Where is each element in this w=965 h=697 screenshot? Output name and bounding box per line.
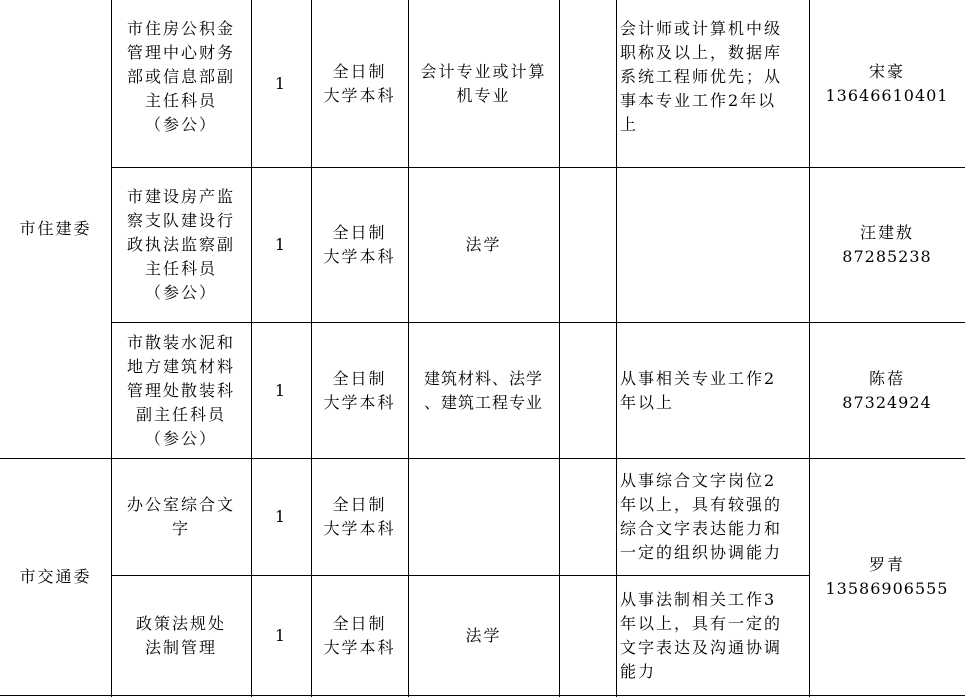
contact-cell bbox=[809, 323, 965, 458]
contact-phone: 13646610401 bbox=[825, 85, 949, 105]
contact-phone: 87324924 bbox=[842, 392, 932, 412]
requirement-line: 上 bbox=[620, 115, 639, 134]
contact-phone: 13586906555 bbox=[825, 579, 949, 598]
requirement-line: 一定的组织协调能力 bbox=[620, 543, 783, 562]
position-line: （参公） bbox=[144, 115, 217, 134]
position-line: 地方建筑材料 bbox=[126, 356, 235, 376]
major-line: 会计专业或计算 bbox=[420, 61, 547, 81]
major-line: 建筑材料、法学 bbox=[423, 368, 543, 388]
position-line: 副主任科员 bbox=[135, 404, 226, 424]
education-line: 大学本科 bbox=[323, 392, 396, 412]
requirement-line: 系统工程师优先；从 bbox=[620, 67, 783, 86]
requirement-cell bbox=[620, 576, 809, 695]
count-value: 1 bbox=[274, 507, 288, 526]
contact-cell bbox=[809, 168, 965, 322]
count-cell bbox=[251, 0, 311, 167]
position-line: 主任科员 bbox=[144, 259, 217, 278]
position-line: 市散装水泥和 bbox=[126, 332, 235, 352]
count-value: 1 bbox=[274, 380, 288, 400]
education-line: 全日制 bbox=[332, 495, 387, 514]
position-cell bbox=[111, 12, 251, 142]
position-line: （参公） bbox=[144, 283, 217, 302]
count-cell bbox=[251, 459, 311, 575]
requirement-line: 年以上，具有一定的 bbox=[620, 613, 783, 633]
count-cell bbox=[251, 576, 311, 695]
position-line: 管理中心财务 bbox=[126, 43, 235, 62]
requirement-line: 从事法制相关工作3 bbox=[620, 589, 777, 609]
grid-line bbox=[559, 0, 560, 697]
education-cell bbox=[311, 168, 408, 322]
position-line: 法制管理 bbox=[144, 637, 217, 657]
education-line: 全日制 bbox=[332, 223, 387, 242]
education-line: 大学本科 bbox=[323, 247, 396, 266]
contact-phone: 87285238 bbox=[842, 247, 932, 266]
position-cell bbox=[111, 459, 251, 575]
requirement-cell bbox=[620, 323, 809, 458]
contact-name: 宋豪 bbox=[868, 61, 905, 81]
education-line: 全日制 bbox=[332, 61, 387, 81]
education-line: 大学本科 bbox=[323, 519, 396, 538]
department-name: 市交通委 bbox=[19, 566, 92, 586]
requirement-cell bbox=[620, 459, 809, 575]
requirement-line: 文字表达及沟通协调 bbox=[620, 637, 783, 657]
position-line: 市建设房产监 bbox=[126, 187, 235, 206]
major-line: 、建筑工程专业 bbox=[423, 392, 543, 412]
position-line: 政策法规处 bbox=[135, 613, 226, 633]
education-line: 全日制 bbox=[332, 368, 387, 388]
major-cell bbox=[408, 323, 559, 458]
grid-line bbox=[616, 0, 617, 697]
requirement-line: 职称及以上，数据库 bbox=[620, 43, 783, 62]
contact-name: 汪建敖 bbox=[859, 223, 914, 242]
requirement-cell bbox=[620, 12, 809, 142]
education-cell bbox=[311, 0, 408, 167]
position-line: （参公） bbox=[144, 428, 217, 448]
major-line: 法学 bbox=[465, 625, 502, 645]
position-line: 字 bbox=[171, 519, 190, 538]
position-line: 市住房公积金 bbox=[126, 19, 235, 38]
education-cell bbox=[311, 576, 408, 695]
position-line: 政执法监察副 bbox=[126, 235, 235, 254]
position-cell bbox=[111, 323, 251, 458]
count-cell bbox=[251, 323, 311, 458]
count-value: 1 bbox=[274, 625, 288, 645]
requirement-line: 能力 bbox=[620, 661, 657, 681]
department-cell bbox=[0, 458, 111, 695]
major-cell bbox=[408, 168, 559, 322]
contact-cell bbox=[809, 0, 965, 167]
major-cell bbox=[408, 0, 559, 167]
count-value: 1 bbox=[274, 73, 288, 93]
department-name: 市住建委 bbox=[19, 219, 92, 238]
count-value: 1 bbox=[274, 235, 288, 254]
major-line: 法学 bbox=[465, 235, 502, 254]
requirement-line: 从事综合文字岗位2 bbox=[620, 471, 777, 490]
education-line: 全日制 bbox=[332, 613, 387, 633]
department-cell bbox=[0, 0, 111, 458]
position-cell bbox=[111, 576, 251, 695]
requirement-line: 年以上，具有较强的 bbox=[620, 495, 783, 514]
requirement-line: 从事相关专业工作2 bbox=[620, 368, 777, 388]
requirement-line: 事本专业工作2年以 bbox=[620, 91, 777, 110]
contact-name: 陈蓓 bbox=[868, 368, 905, 388]
education-line: 大学本科 bbox=[323, 85, 396, 105]
position-cell bbox=[111, 168, 251, 322]
education-cell bbox=[311, 323, 408, 458]
position-line: 主任科员 bbox=[144, 91, 217, 110]
education-cell bbox=[311, 459, 408, 575]
education-line: 大学本科 bbox=[323, 637, 396, 657]
grid-line bbox=[0, 695, 965, 696]
requirement-line: 会计师或计算机中级 bbox=[620, 19, 783, 38]
contact-name: 罗青 bbox=[868, 555, 905, 574]
position-line: 办公室综合文 bbox=[126, 495, 235, 514]
requirement-line: 综合文字表达能力和 bbox=[620, 519, 783, 538]
major-line: 机专业 bbox=[456, 85, 511, 105]
requirement-line: 年以上 bbox=[620, 392, 675, 412]
position-line: 部或信息部副 bbox=[126, 67, 235, 86]
position-line: 管理处散装科 bbox=[126, 380, 235, 400]
count-cell bbox=[251, 168, 311, 322]
position-line: 察支队建设行 bbox=[126, 211, 235, 230]
contact-cell bbox=[809, 459, 965, 695]
major-cell bbox=[408, 576, 559, 695]
